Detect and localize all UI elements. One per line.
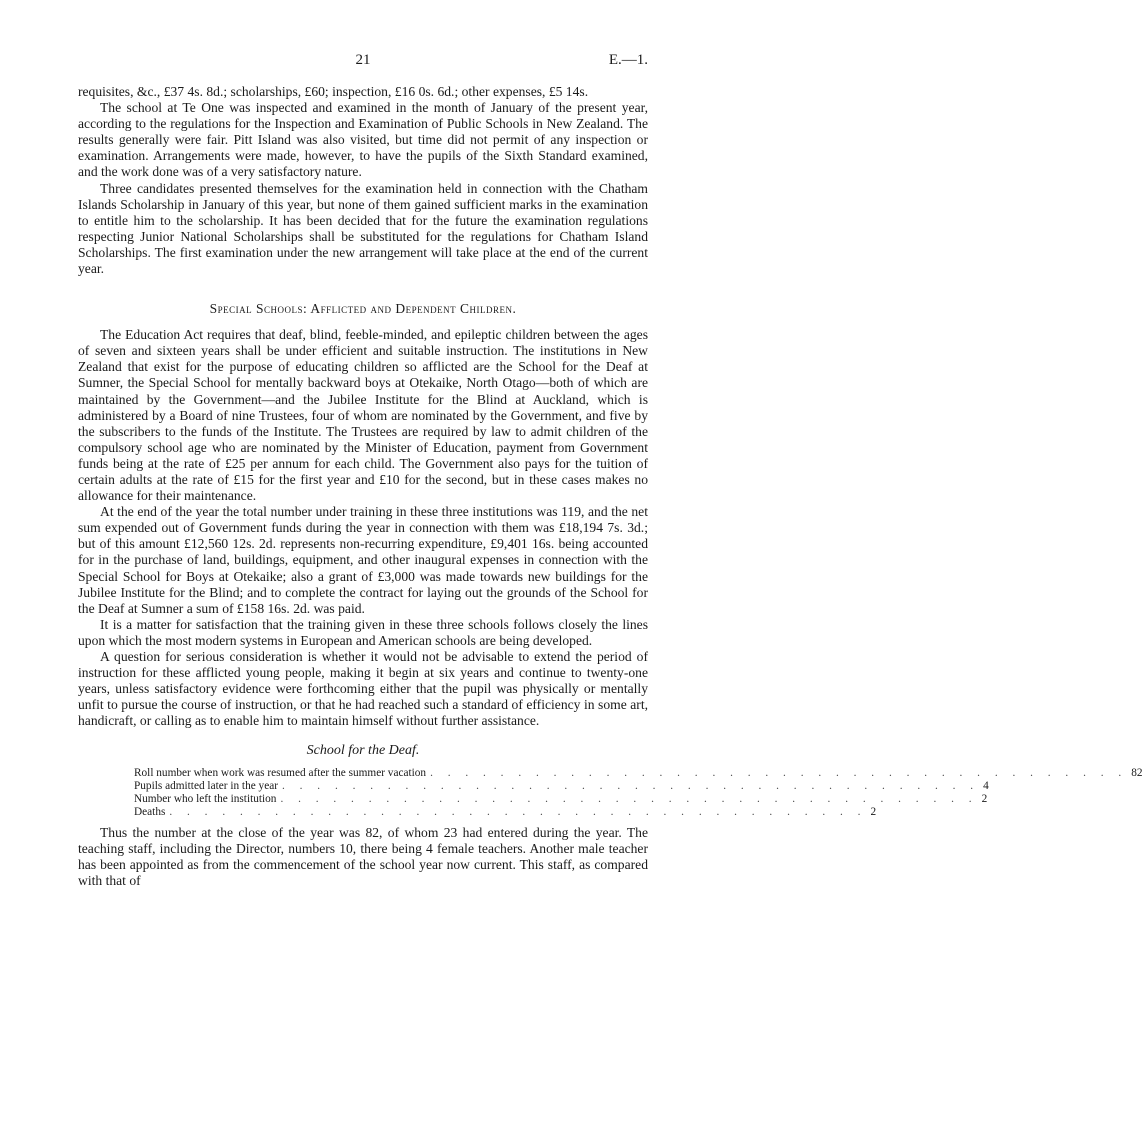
- paragraph: A question for serious consideration is whether it would not be advisable to extend the period of instruction for these afflicted young people, making it begin at six years and continue to twenty-one years, unless satisfactory evidence were forthcoming either that the pupil was physically or mentally unfit to pursue the course of instruction, or that he had reached such a standard of efficiency in some art, handicraft, or calling as to enable him to maintain himself without further assistance.: [78, 649, 648, 729]
- paragraph: Three candidates presented themselves for the examination held in connection with the Chatham Islands Scholarship in January of this year, but none of them gained sufficient marks in the examination to entitle him to the scholarship. It has been decided that for the future the examination regulations respecting Junior National Scholarships shall be substituted for the regulations for Chatham Island Scholarships. The first examination under the new arrangement will take place at the end of the current year.: [78, 180, 648, 277]
- section-heading: Special Schools: Afflicted and Dependent Children.: [209, 301, 517, 317]
- page-number: 21: [355, 52, 371, 68]
- stat-label: Pupils admitted later in the year: [134, 780, 278, 793]
- stat-value: 4: [983, 780, 989, 793]
- paragraph: Thus the number at the close of the year was 82, of whom 23 had entered during the year. The teaching staff, including the Director, numbers 10, there being 4 female teachers. Another male teacher has been appointed as from the commencement of the school year now current. This staff, as compared with that of: [78, 824, 648, 888]
- leader-dots: . . . . . . . . . . . . . . . . . . . . . . . . . . . . . . . . . . . . . . . .: [282, 780, 980, 793]
- stat-value: 2: [870, 805, 877, 818]
- leader-dots: . . . . . . . . . . . . . . . . . . . . . . . . . . . . . . . . . . . . . . . .: [430, 767, 1128, 780]
- stat-row: [134, 780, 989, 793]
- sub-heading: School for the Deaf.: [306, 743, 420, 759]
- stat-value: 82: [1131, 767, 1143, 780]
- paragraph: It is a matter for satisfaction that the training given in these three schools follows closely the lines upon which the most modern systems in European and American schools are being developed.: [78, 616, 648, 648]
- paragraph: The school at Te One was inspected and examined in the month of January of the present year, according to the regulations for the Inspection and Examination of Public Schools in New Zealand. The results generally were fair. Pitt Island was also visited, but time did not permit of any inspection or examination. Arrangements were made, however, to have the pupils of the Sixth Standard examined, and the work done was of a very satisfactory nature.: [78, 100, 648, 180]
- paragraph: requisites, &c., £37 4s. 8d.; scholarships, £60; inspection, £16 0s. 6d.; other expenses, £5 14s.: [78, 84, 589, 99]
- document-code: E.—1.: [608, 52, 648, 68]
- document-body: [78, 84, 1143, 889]
- statistics-table: [134, 767, 1143, 818]
- paragraph: At the end of the year the total number under training in these three institutions was 119, and the net sum expended out of Government funds during the year in connection with them was £18,194 7s. 3d.; but of this amount £12,560 12s. 2d. represents non-recurring expenditure, £9,401 16s. being accounted for in the purchase of land, buildings, equipment, and other inaugural expenses in connection with the Special School for Boys at Otekaike; also a grant of £3,000 was made towards new buildings for the Jubilee Institute for the Blind; and to complete the contract for laying out the grounds of the School for the Deaf at Sumner a sum of £158 16s. 2d. was paid.: [78, 504, 648, 616]
- stat-label: Number who left the institution: [134, 793, 277, 806]
- page-header: [78, 52, 648, 74]
- stat-label: Deaths: [134, 805, 166, 818]
- stat-row: [134, 767, 1143, 780]
- leader-dots: . . . . . . . . . . . . . . . . . . . . . . . . . . . . . . . . . . . . . . . .: [169, 805, 867, 818]
- stat-row: [134, 805, 877, 819]
- stat-label: Roll number when work was resumed after the summer vacation: [134, 767, 427, 780]
- leader-dots: . . . . . . . . . . . . . . . . . . . . . . . . . . . . . . . . . . . . . . . .: [280, 793, 978, 806]
- paragraph: The Education Act requires that deaf, blind, feeble-minded, and epileptic children between the ages of seven and sixteen years shall be under efficient and suitable instruction. The institutions in New Zealand that exist for the purpose of educating children so afflicted are the School for the Deaf at Sumner, the Special School for mentally backward boys at Otekaike, North Otago—both of which are maintained by the Government—and the Jubilee Institute for the Blind at Auckland, which is administered by a Board of nine Trustees, four of whom are nominated by the Government, and five by the subscribers to the funds of the Institute. The Trustees are required by law to admit children of the compulsory school age who are nominated by the Minister of Education, payment from Government funds being at the rate of £25 per annum for each child. The Government also pays for the tuition of certain adults at the rate of £15 for the first year and £10 for the second, but in these cases makes no allowance for their maintenance.: [78, 327, 648, 504]
- stat-row: [134, 793, 988, 806]
- stat-value: 2: [981, 793, 988, 806]
